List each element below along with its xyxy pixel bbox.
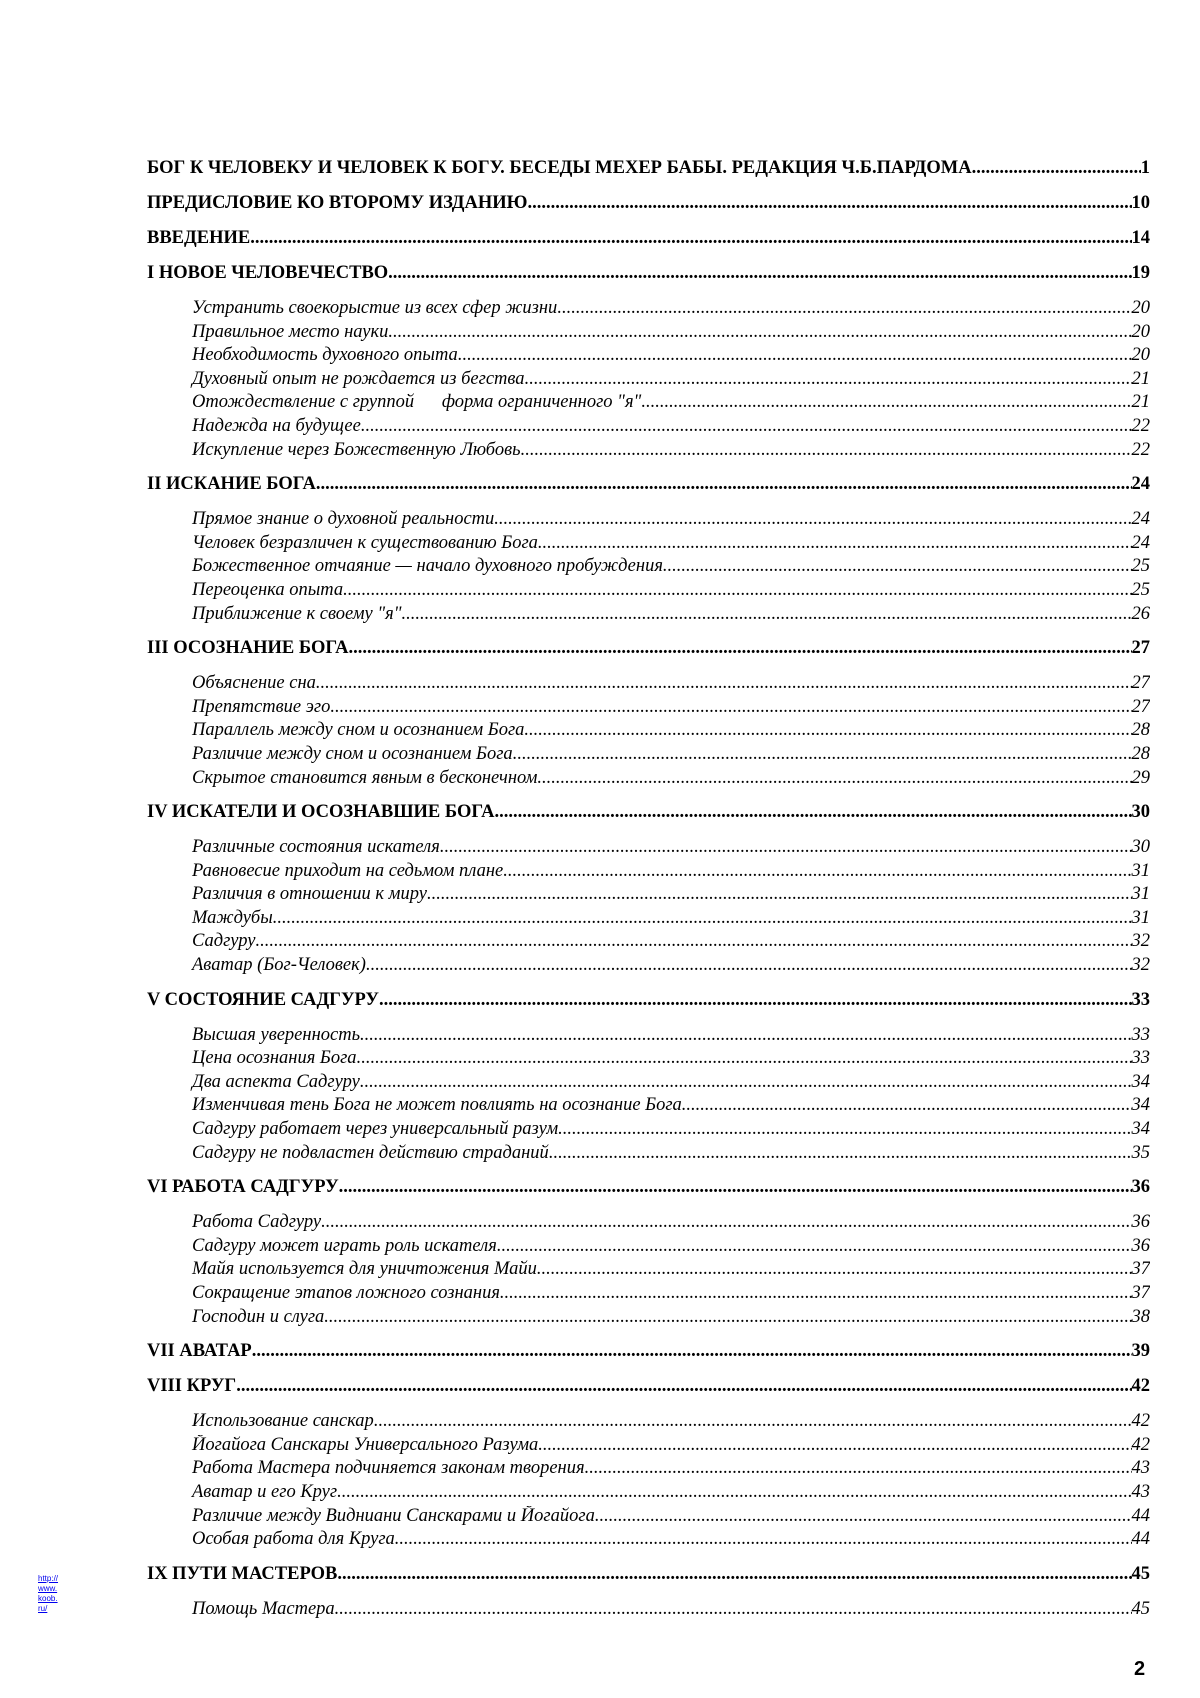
toc-entry-title: Различие между сном и осознанием Бога (192, 743, 513, 764)
toc-entry-page: 22 (1131, 439, 1150, 460)
toc-section-entry[interactable] (147, 697, 1150, 721)
toc-chapter-entry[interactable] (147, 228, 1150, 252)
toc-entry-page: 33 (1131, 1048, 1150, 1069)
toc-section-entry[interactable] (147, 1435, 1150, 1459)
toc-entry-title: Устранить своекорыстие из всех сфер жизни (192, 298, 558, 318)
toc-section-entry[interactable] (147, 1599, 1150, 1623)
toc-dot-leader (521, 440, 1132, 461)
toc-dot-leader (641, 392, 1131, 413)
toc-entry-page: 31 (1131, 884, 1150, 905)
toc-entry-title: Цена осознания Бога (192, 1048, 357, 1069)
toc-dot-leader (337, 1564, 1131, 1585)
toc-dot-leader (339, 1177, 1132, 1198)
toc-dot-leader (250, 228, 1131, 249)
toc-entry-title: Изменчивая тень Бога не может повлиять на осознание Бога (192, 1095, 682, 1116)
toc-entry-page: 19 (1131, 263, 1150, 283)
toc-entry-page: 37 (1131, 1283, 1150, 1303)
toc-entry-title: Садгуру может играть роль искателя (192, 1235, 497, 1256)
toc-entry-title: Надежда на будущее (192, 415, 361, 436)
toc-dot-leader (374, 1411, 1132, 1432)
toc-section-entry[interactable] (147, 1119, 1150, 1143)
toc-chapter-entry[interactable] (147, 990, 1150, 1014)
toc-entry-title: Препятствие эго (192, 696, 331, 717)
toc-section-entry[interactable] (147, 604, 1150, 628)
toc-entry-title: Сокращение этапов ложного сознания (192, 1283, 500, 1303)
toc-entry-page: 43 (1131, 1481, 1150, 1502)
toc-entry-page: 34 (1131, 1119, 1150, 1140)
toc-section-entry[interactable] (147, 1307, 1150, 1331)
toc-entry-page: 42 (1131, 1376, 1150, 1397)
toc-entry-page: 29 (1131, 767, 1150, 788)
toc-entry-page: 14 (1131, 228, 1150, 248)
toc-dot-leader (494, 509, 1131, 530)
toc-entry-title: ВВЕДЕНИЕ (147, 228, 251, 248)
toc-dot-leader (527, 193, 1131, 214)
toc-dot-leader (366, 955, 1132, 976)
toc-chapter-entry[interactable] (147, 474, 1150, 498)
toc-entry-title: Садгуру (192, 931, 256, 952)
toc-entry-title: I НОВОЕ ЧЕЛОВЕЧЕСТВО (147, 263, 389, 283)
toc-dot-leader (273, 908, 1132, 929)
toc-entry-page: 27 (1131, 696, 1150, 717)
toc-chapter-entry[interactable] (147, 263, 1150, 287)
toc-entry-title: Майя используется для уничтожения Майи (192, 1259, 537, 1280)
toc-section-entry[interactable] (147, 322, 1150, 346)
toc-entry-page: 36 (1131, 1177, 1150, 1198)
toc-entry-page: 20 (1131, 345, 1150, 366)
toc-section-entry[interactable] (147, 345, 1150, 369)
toc-entry-page: 27 (1131, 638, 1150, 659)
toc-entry-page: 21 (1131, 368, 1150, 389)
toc-entry-page: 44 (1131, 1505, 1150, 1526)
toc-dot-leader (524, 720, 1131, 741)
toc-dot-leader (321, 1212, 1131, 1233)
toc-section-entry[interactable] (147, 768, 1150, 792)
toc-entry-title: Объяснение сна (192, 673, 316, 694)
toc-entry-page: 31 (1131, 907, 1150, 928)
toc-entry-page: 21 (1131, 392, 1150, 413)
toc-entry-page: 38 (1131, 1306, 1150, 1327)
toc-dot-leader (525, 369, 1132, 390)
toc-section-entry[interactable] (147, 1458, 1150, 1482)
toc-section-entry[interactable] (147, 1048, 1150, 1072)
toc-entry-page: 26 (1131, 603, 1150, 624)
toc-entry-title: Параллель между сном и осознанием Бога (192, 720, 525, 741)
toc-entry-title: Особая работа для Круга (192, 1529, 395, 1550)
toc-entry-title: VII АВАТАР (147, 1341, 252, 1362)
toc-dot-leader (440, 837, 1132, 858)
toc-dot-leader (335, 1599, 1132, 1620)
toc-dot-leader (500, 1283, 1132, 1304)
toc-section-entry[interactable] (147, 884, 1150, 908)
toc-section-entry[interactable] (147, 392, 1150, 416)
toc-entry-page: 27 (1131, 673, 1150, 694)
toc-entry-title: Отождествление с группой форма ограниченного "я" (192, 392, 642, 413)
toc-section-entry[interactable] (147, 908, 1150, 932)
toc-entry-title: Господин и слуга (192, 1306, 325, 1327)
toc-entry-page: 34 (1131, 1095, 1150, 1116)
toc-dot-leader (503, 861, 1131, 882)
toc-dot-leader (388, 263, 1131, 284)
toc-entry-page: 42 (1131, 1411, 1150, 1432)
toc-entry-page: 30 (1131, 837, 1150, 858)
toc-dot-leader (537, 1259, 1132, 1280)
toc-section-entry[interactable] (147, 556, 1150, 580)
toc-entry-page: 22 (1131, 415, 1150, 436)
toc-section-entry[interactable] (147, 533, 1150, 557)
toc-section-entry[interactable] (147, 1236, 1150, 1260)
toc-entry-title: III ОСОЗНАНИЕ БОГА (147, 638, 349, 659)
toc-dot-leader (557, 298, 1131, 319)
toc-entry-title: Человек безразличен к существованию Бога (192, 532, 538, 553)
toc-entry-page: 45 (1131, 1598, 1150, 1619)
toc-entry-title: Садгуру работает через универсальный разум (192, 1119, 559, 1140)
toc-dot-leader (337, 1482, 1131, 1503)
toc-entry-title: Божественное отчаяние — начало духовного пробуждения (192, 556, 663, 577)
toc-dot-leader (357, 1048, 1132, 1069)
toc-entry-page: 32 (1131, 931, 1150, 952)
toc-dot-leader (252, 1341, 1132, 1362)
toc-section-entry[interactable] (147, 1529, 1150, 1553)
toc-entry-page: 25 (1131, 579, 1150, 600)
toc-entry-title: Йогайога Санскары Универсального Разума (192, 1434, 539, 1455)
toc-entry-page: 32 (1131, 955, 1150, 976)
toc-chapter-entry[interactable] (147, 638, 1150, 662)
toc-section-entry[interactable] (147, 1259, 1150, 1283)
toc-entry-title: ПРЕДИСЛОВИЕ КО ВТОРОМУ ИЗДАНИЮ (147, 193, 528, 213)
toc-dot-leader (360, 1025, 1132, 1046)
toc-section-entry[interactable] (147, 1095, 1150, 1119)
toc-entry-title: Различие между Видниани Санскарами и Йогайога (192, 1505, 595, 1526)
toc-dot-leader (538, 1435, 1131, 1456)
toc-entry-page: 24 (1131, 474, 1150, 495)
toc-entry-title: Необходимость духовного опыта (192, 345, 458, 366)
toc-entry-page: 28 (1131, 743, 1150, 764)
toc-entry-page: 44 (1131, 1529, 1150, 1550)
toc-section-entry[interactable] (147, 955, 1150, 979)
toc-section-entry[interactable] (147, 1143, 1150, 1167)
toc-entry-title: Аватар (Бог-Человек) (192, 955, 366, 976)
toc-entry-title: Прямое знание о духовной реальности (192, 509, 495, 530)
toc-dot-leader (395, 1529, 1132, 1550)
toc-section-entry[interactable] (147, 416, 1150, 440)
toc-dot-leader (379, 990, 1132, 1011)
toc-entry-page: 25 (1131, 556, 1150, 577)
toc-section-entry[interactable] (147, 1283, 1150, 1307)
toc-entry-page: 10 (1131, 193, 1150, 213)
toc-entry-page: 24 (1131, 509, 1150, 530)
toc-chapter-entry[interactable] (147, 1341, 1150, 1365)
toc-entry-title: Помощь Мастера (192, 1598, 335, 1619)
toc-entry-title: Скрытое становится явным в бесконечном (192, 767, 538, 788)
toc-section-entry[interactable] (147, 580, 1150, 604)
toc-entry-title: БОГ К ЧЕЛОВЕКУ И ЧЕЛОВЕК К БОГУ. БЕСЕДЫ МЕХЕР БАБЫ. РЕДАКЦИЯ Ч.Б.ПАРДОМА (147, 158, 972, 178)
toc-entry-title: VI РАБОТА САДГУРУ (147, 1177, 339, 1198)
toc-entry-title: Духовный опыт не рождается из бегства (192, 368, 525, 389)
toc-dot-leader (538, 533, 1132, 554)
toc-section-entry[interactable] (147, 369, 1150, 393)
toc-dot-leader (663, 556, 1132, 577)
toc-chapter-entry[interactable] (147, 1177, 1150, 1201)
toc-dot-leader (495, 802, 1132, 823)
toc-dot-leader (343, 580, 1131, 601)
toc-entry-title: Различные состояния искателя (192, 837, 440, 858)
toc-chapter-entry[interactable] (147, 1376, 1150, 1400)
toc-entry-title: IV ИСКАТЕЛИ И ОСОЗНАВШИЕ БОГА (147, 802, 495, 823)
toc-section-entry[interactable] (147, 931, 1150, 955)
toc-entry-page: 45 (1131, 1563, 1150, 1584)
toc-dot-leader (388, 322, 1131, 343)
toc-entry-page: 1 (1140, 158, 1150, 178)
toc-section-entry[interactable] (147, 837, 1150, 861)
toc-dot-leader (348, 638, 1131, 659)
toc-entry-title: Два аспекта Садгуру (192, 1071, 360, 1092)
toc-entry-title: Работа Садгуру (192, 1212, 322, 1233)
toc-entry-page: 28 (1131, 720, 1150, 741)
toc-dot-leader (549, 1143, 1132, 1164)
toc-entry-title: Маждубы (192, 907, 273, 928)
toc-section-entry[interactable] (147, 744, 1150, 768)
toc-entry-title: Равновесие приходит на седьмом плане (192, 860, 504, 881)
toc-entry-page: 36 (1131, 1212, 1150, 1233)
toc-entry-page: 24 (1131, 532, 1150, 553)
toc-dot-leader (255, 931, 1131, 952)
toc-entry-title: Приближение к своему "я" (192, 603, 402, 624)
toc-dot-leader (595, 1506, 1132, 1527)
toc-section-entry[interactable] (147, 1212, 1150, 1236)
toc-dot-leader (427, 884, 1132, 905)
page-number: 2 (1134, 1658, 1146, 1680)
toc-chapter-entry[interactable] (147, 158, 1150, 182)
toc-dot-leader (316, 673, 1132, 694)
source-link[interactable]: http://www.koob.ru/ (38, 1574, 59, 1613)
toc-entry-page: 42 (1131, 1434, 1150, 1455)
toc-entry-page: 30 (1131, 802, 1150, 823)
toc-entry-title: IX ПУТИ МАСТЕРОВ (147, 1563, 338, 1584)
toc-entry-page: 20 (1131, 321, 1150, 342)
toc-entry-page: 39 (1131, 1341, 1150, 1362)
toc-chapter-entry[interactable] (147, 802, 1150, 826)
toc-section-entry[interactable] (147, 1506, 1150, 1530)
toc-chapter-entry[interactable] (147, 1564, 1150, 1588)
toc-dot-leader (558, 1119, 1131, 1140)
toc-dot-leader (458, 345, 1132, 366)
toc-dot-leader (316, 474, 1132, 495)
toc-section-entry[interactable] (147, 861, 1150, 885)
toc-entry-title: Искупление через Божественную Любовь (192, 439, 521, 460)
toc-dot-leader (236, 1376, 1131, 1397)
toc-section-entry[interactable] (147, 1072, 1150, 1096)
toc-entry-title: Работа Мастера подчиняется законам творения (192, 1458, 585, 1479)
toc-section-entry[interactable] (147, 298, 1150, 322)
toc-dot-leader (360, 1072, 1132, 1093)
toc-entry-title: Различия в отношении к миру (192, 884, 427, 905)
toc-entry-page: 20 (1131, 298, 1150, 318)
toc-entry-title: Высшая уверенность (192, 1024, 360, 1045)
toc-entry-page: 34 (1131, 1071, 1150, 1092)
toc-section-entry[interactable] (147, 1482, 1150, 1506)
toc-dot-leader (972, 158, 1141, 179)
toc-section-entry[interactable] (147, 509, 1150, 533)
toc-dot-leader (324, 1307, 1131, 1328)
toc-entry-title: Правильное место науки (192, 321, 389, 342)
toc-dot-leader (537, 768, 1131, 789)
toc-entry-title: Аватар и его Круг (192, 1481, 338, 1502)
toc-entry-title: Садгуру не подвластен действию страданий (192, 1142, 549, 1163)
toc-entry-page: 35 (1131, 1142, 1150, 1163)
toc-entry-title: Использование санскар (192, 1411, 374, 1432)
toc-entry-title: Переоценка опыта (192, 579, 344, 600)
toc-entry-page: 37 (1131, 1259, 1150, 1280)
toc-section-entry[interactable] (147, 1025, 1150, 1049)
toc-dot-leader (361, 416, 1132, 437)
toc-entry-title: II ИСКАНИЕ БОГА (147, 474, 316, 495)
toc-entry-title: V СОСТОЯНИЕ САДГУРУ (147, 989, 379, 1010)
toc-section-entry[interactable] (147, 1411, 1150, 1435)
toc-entry-title: VIII КРУГ (147, 1376, 237, 1397)
toc-section-entry[interactable] (147, 720, 1150, 744)
toc-dot-leader (497, 1236, 1132, 1257)
toc-entry-page: 43 (1131, 1458, 1150, 1479)
toc-entry-page: 31 (1131, 860, 1150, 881)
toc-entry-page: 33 (1131, 1024, 1150, 1045)
table-of-contents (147, 158, 1150, 1622)
toc-entry-page: 33 (1131, 989, 1150, 1010)
toc-dot-leader (682, 1095, 1132, 1116)
toc-dot-leader (402, 604, 1132, 625)
toc-dot-leader (585, 1458, 1132, 1479)
toc-chapter-entry[interactable] (147, 193, 1150, 217)
toc-section-entry[interactable] (147, 440, 1150, 464)
toc-dot-leader (513, 744, 1132, 765)
toc-dot-leader (330, 697, 1131, 718)
toc-section-entry[interactable] (147, 673, 1150, 697)
toc-entry-page: 36 (1131, 1235, 1150, 1256)
